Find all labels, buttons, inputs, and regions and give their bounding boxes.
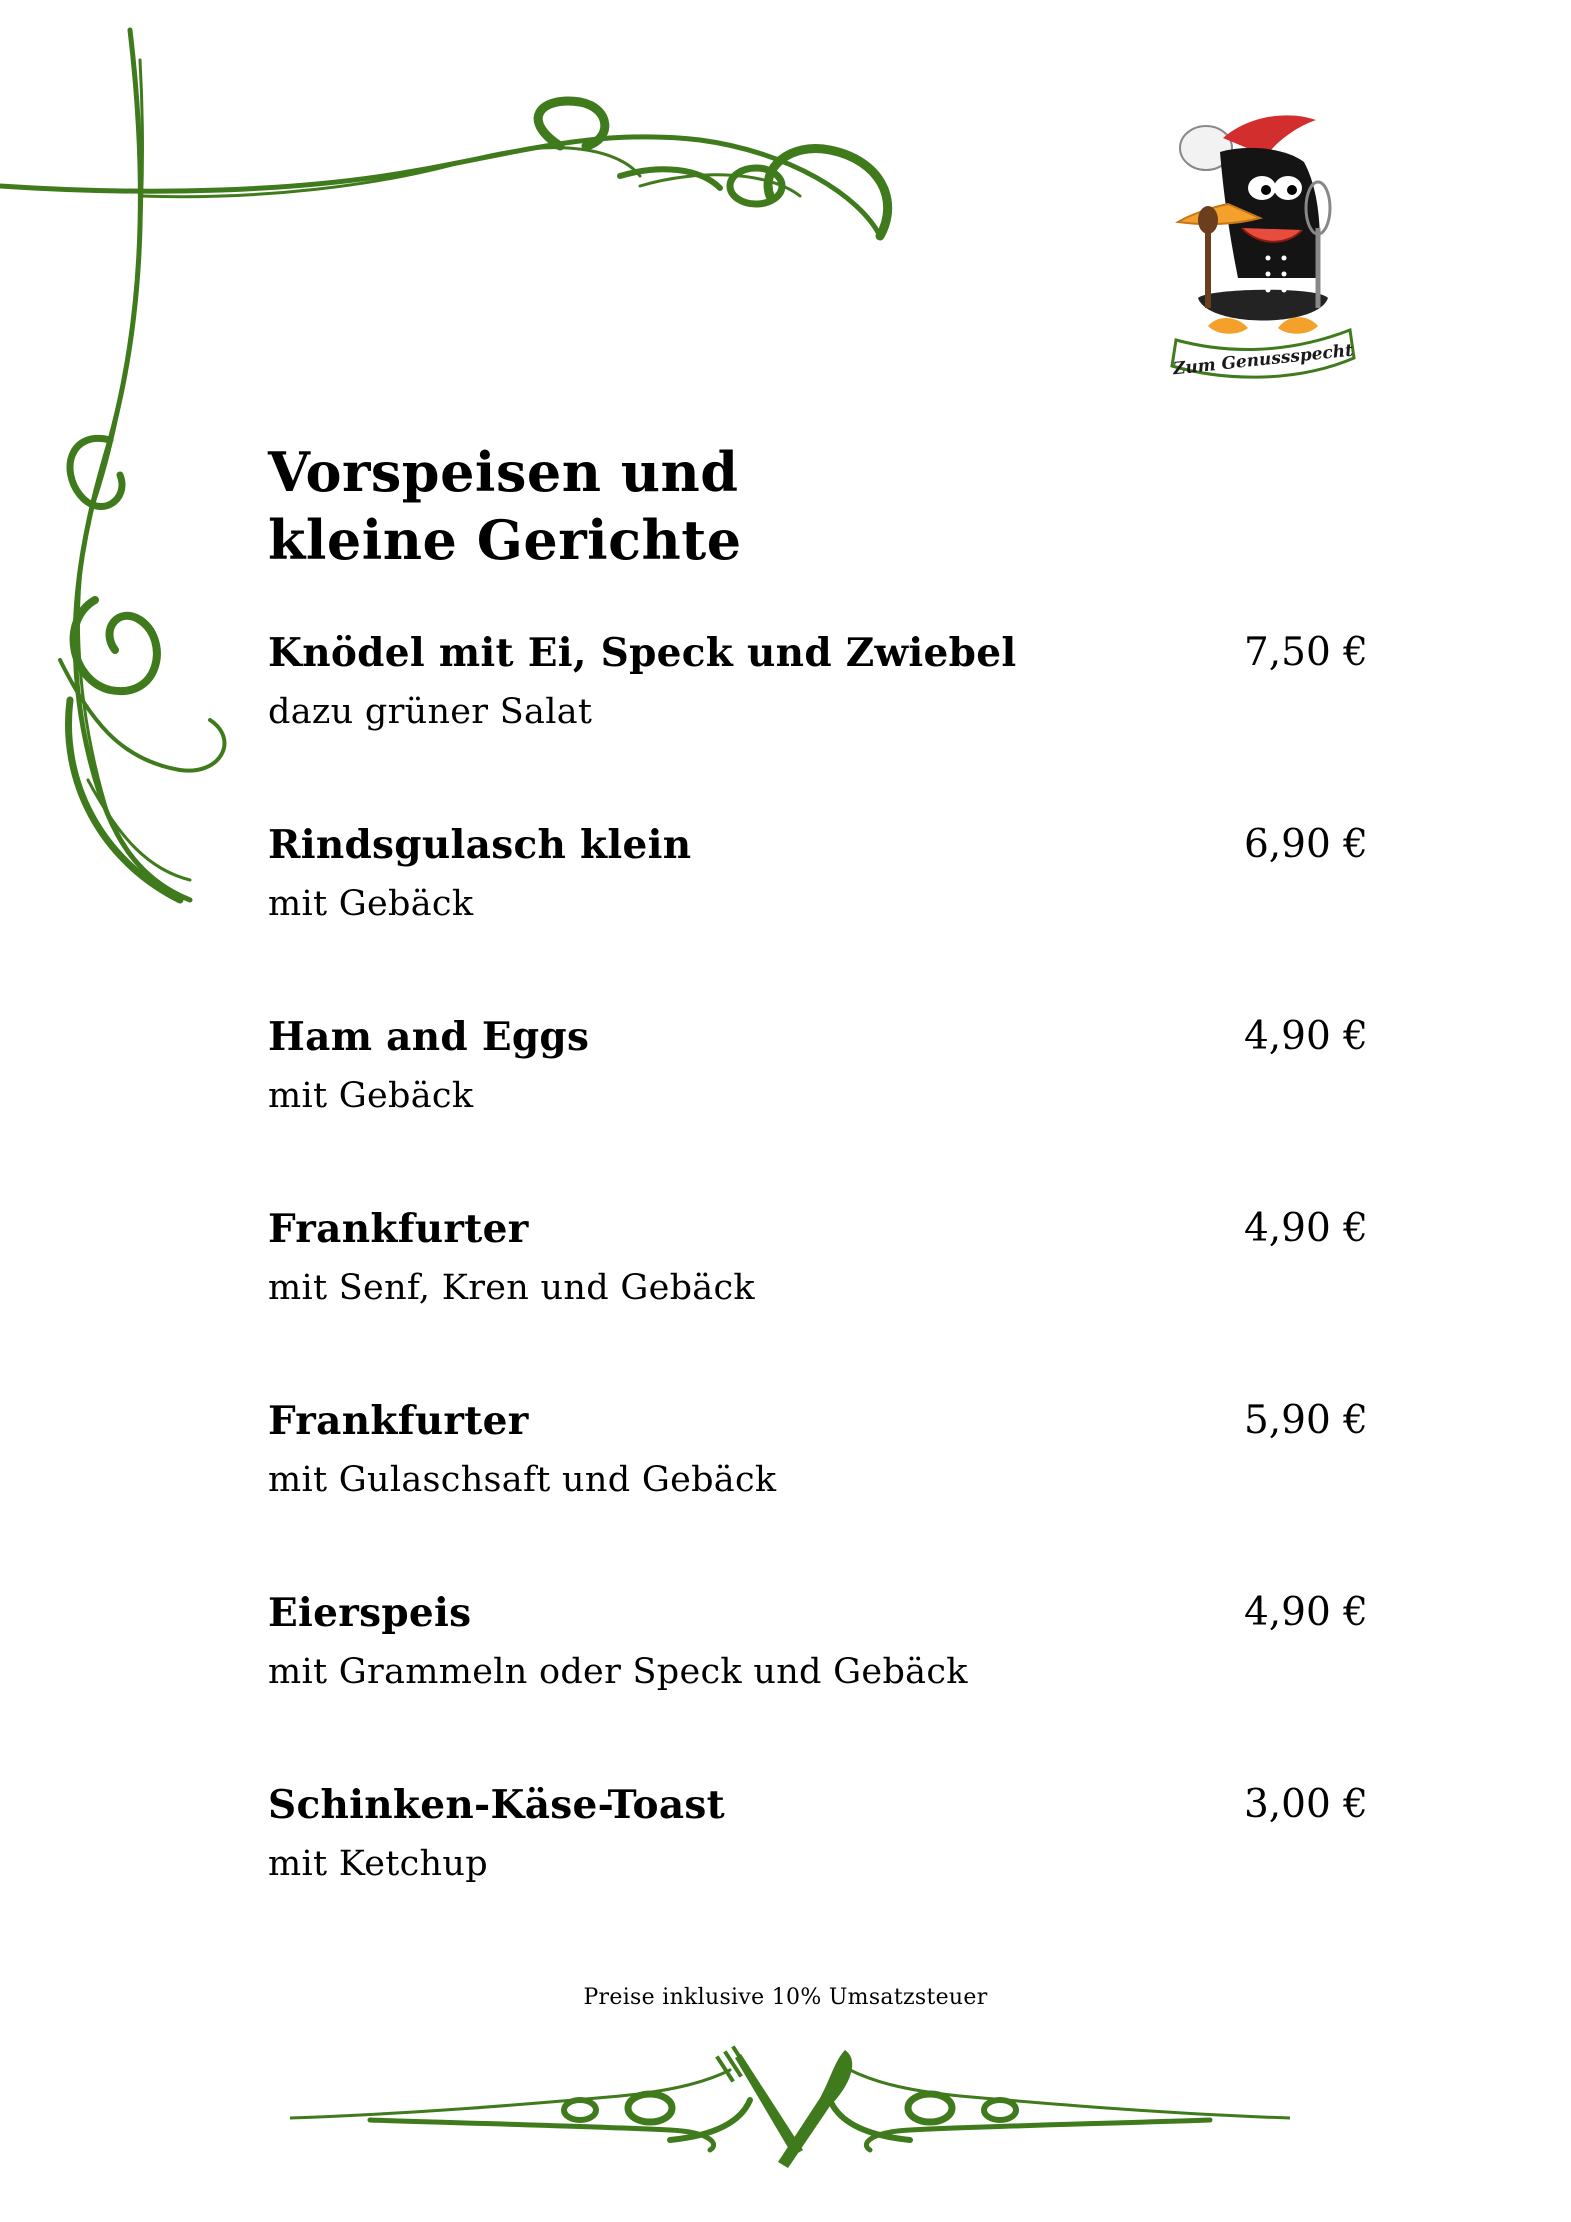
menu-item-name: Frankfurter — [268, 1206, 529, 1252]
menu-item-description: dazu grüner Salat — [268, 692, 593, 732]
menu-item — [268, 1204, 1368, 1396]
menu-item-description: mit Gulaschsaft und Gebäck — [268, 1460, 777, 1500]
menu-item-description: mit Gebäck — [268, 884, 474, 924]
menu-item — [268, 628, 1368, 820]
menu-item-name: Eierspeis — [268, 1590, 472, 1636]
tax-footnote: Preise inklusive 10% Umsatzsteuer — [583, 1985, 988, 2010]
menu-item-description: mit Grammeln oder Speck und Gebäck — [268, 1652, 968, 1692]
menu-item-price: 7,50 € — [1243, 630, 1368, 675]
menu-item-name: Rindsgulasch klein — [268, 822, 692, 868]
logo-text: Zum Genussspecht — [1172, 340, 1354, 380]
menu-item-price: 3,00 € — [1243, 1782, 1368, 1827]
menu-item — [268, 1588, 1368, 1780]
menu-list — [268, 628, 1368, 1972]
fork-knife-flourish-ornament — [290, 2040, 1290, 2180]
menu-item-description: mit Ketchup — [268, 1844, 488, 1884]
menu-item — [268, 1396, 1368, 1588]
page-title-line-2: kleine Gerichte — [268, 508, 742, 572]
menu-item-description: mit Senf, Kren und Gebäck — [268, 1268, 755, 1308]
menu-item-name: Ham and Eggs — [268, 1014, 590, 1060]
menu-item — [268, 1780, 1368, 1972]
menu-item-name: Knödel mit Ei, Speck und Zwiebel — [268, 630, 1017, 676]
menu-item — [268, 1012, 1368, 1204]
woodpecker-chef-icon — [1168, 108, 1358, 383]
menu-item-name: Schinken-Käse-Toast — [268, 1782, 725, 1828]
page-title-line-1: Vorspeisen und — [268, 440, 739, 504]
menu-item-name: Frankfurter — [268, 1398, 529, 1444]
menu-item-description: mit Gebäck — [268, 1076, 474, 1116]
menu-item-price: 5,90 € — [1243, 1398, 1368, 1443]
menu-item-price: 6,90 € — [1243, 822, 1368, 867]
menu-item — [268, 820, 1368, 1012]
menu-item-price: 4,90 € — [1243, 1590, 1368, 1635]
menu-item-price: 4,90 € — [1243, 1014, 1368, 1059]
page-title — [268, 438, 742, 574]
menu-item-price: 4,90 € — [1243, 1206, 1368, 1251]
